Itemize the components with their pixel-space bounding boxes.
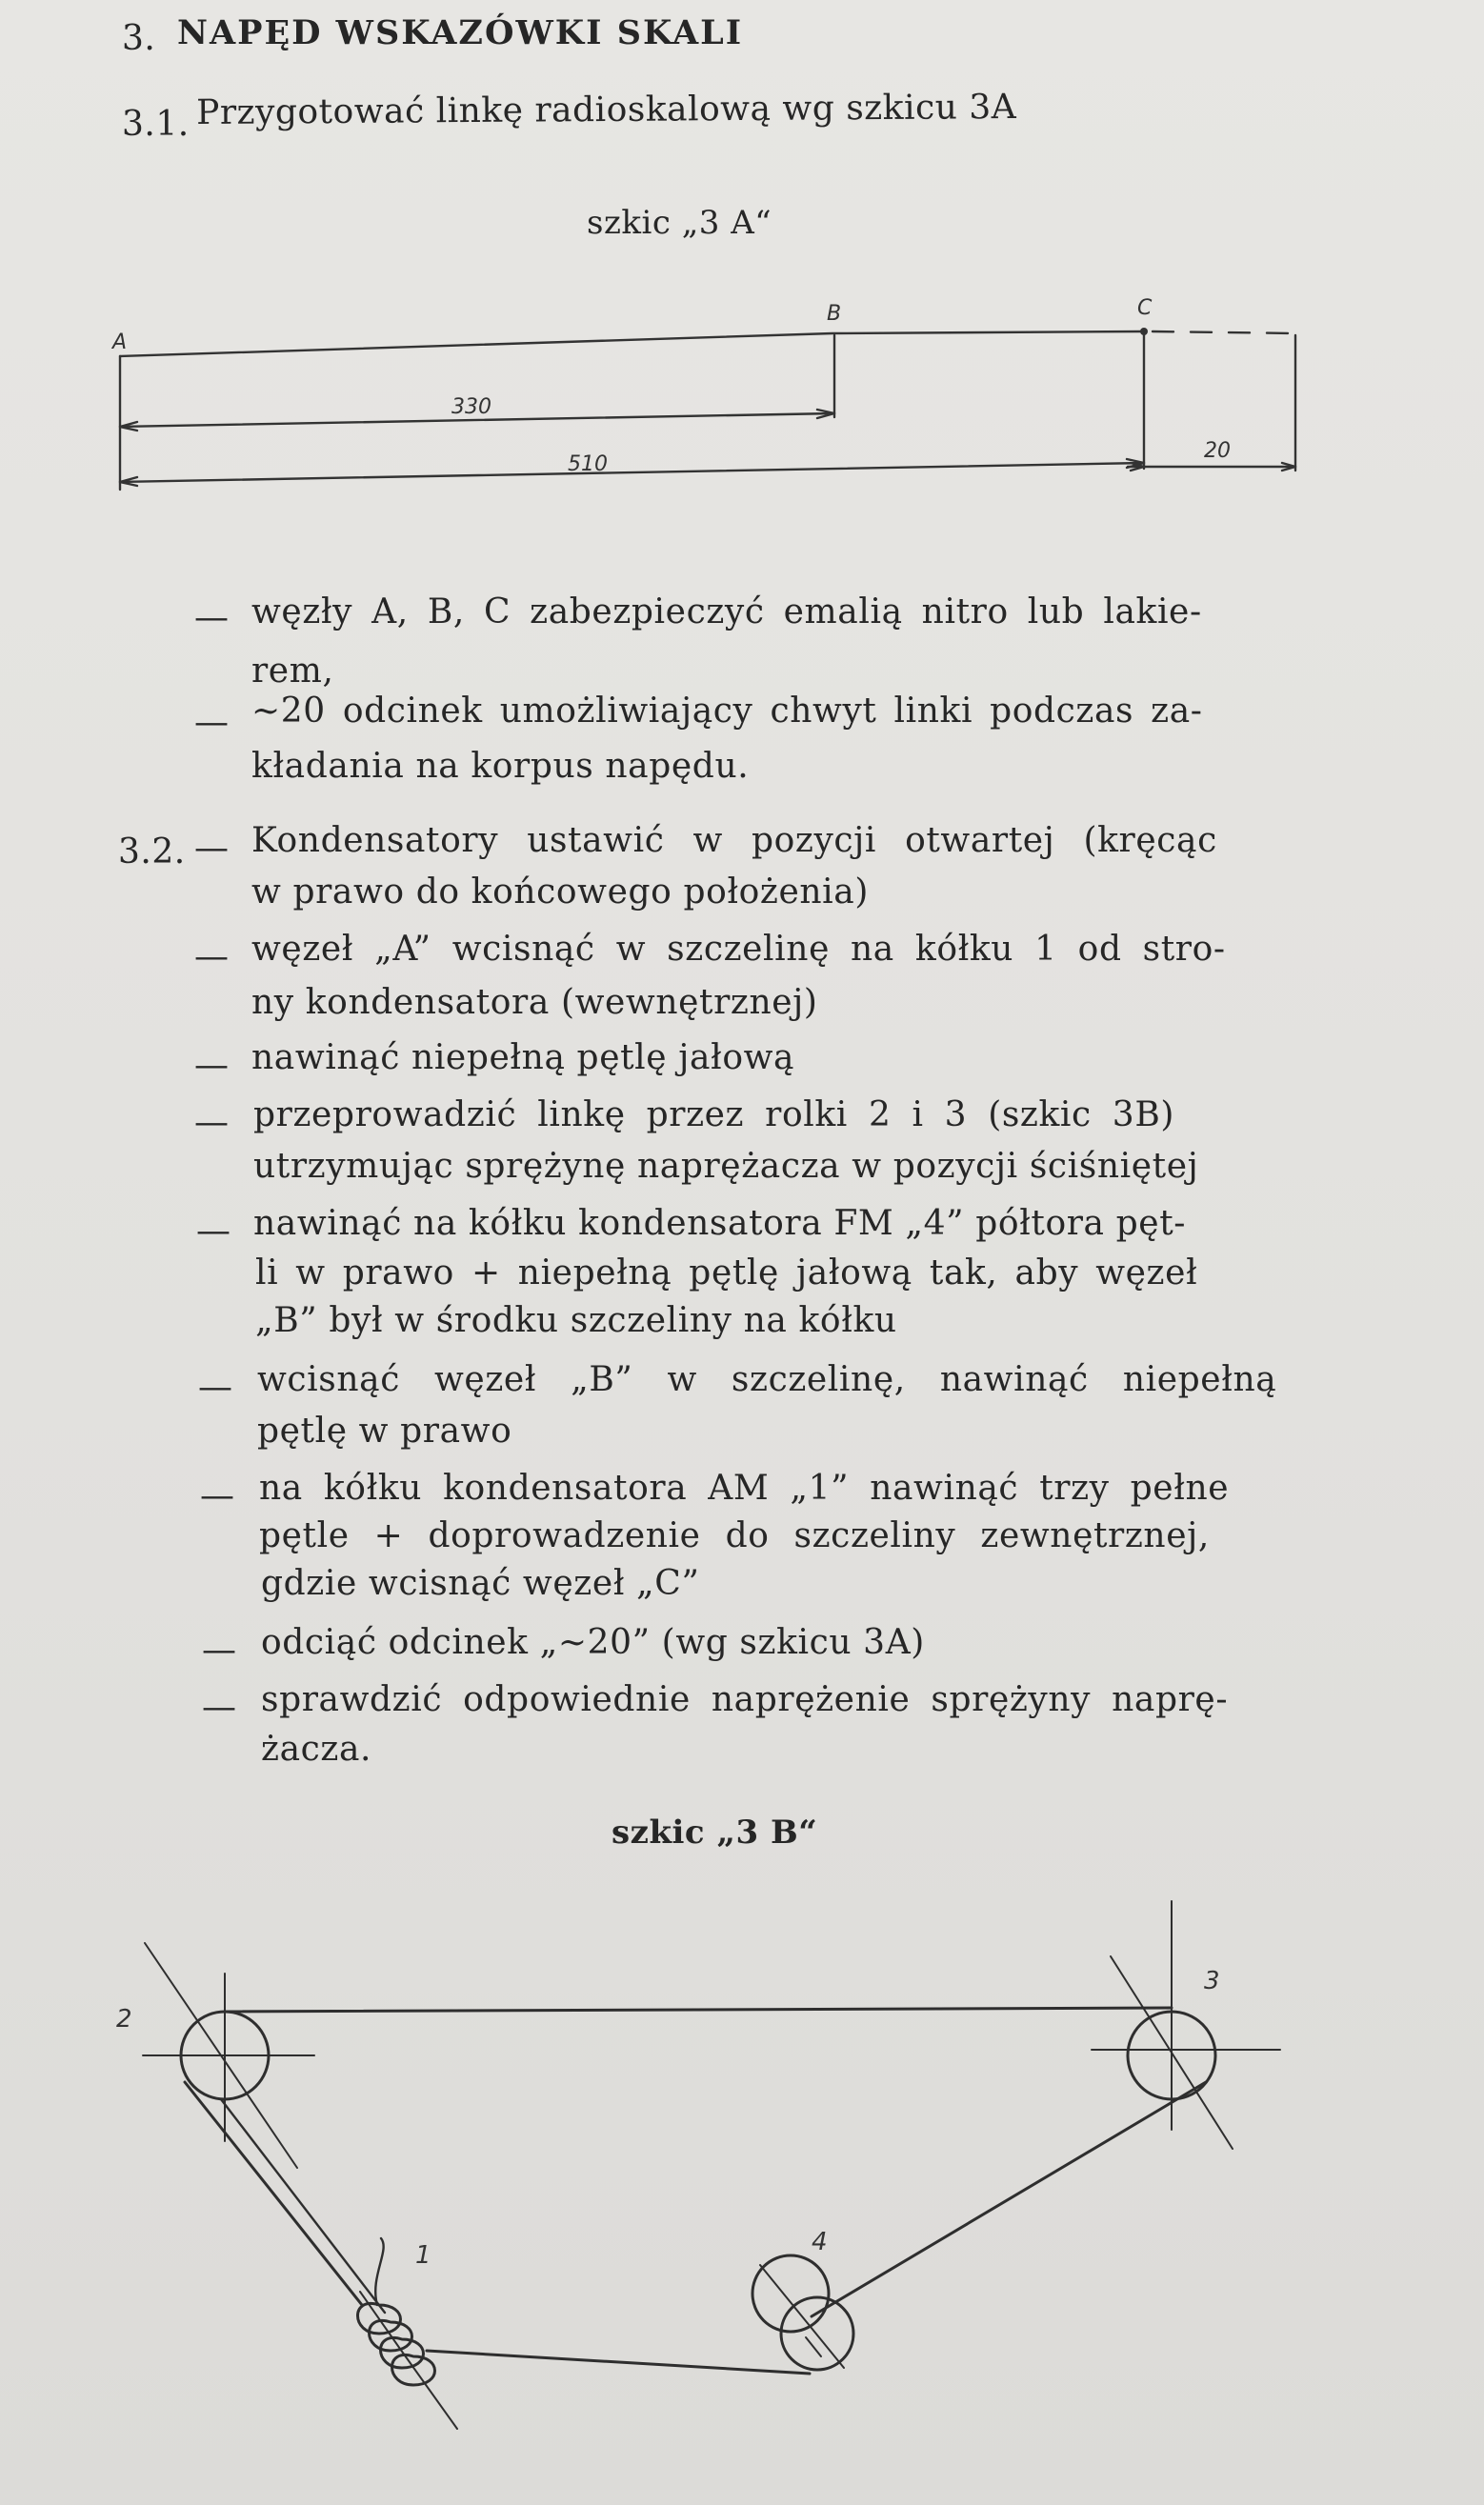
sketch-3b-diagram (0, 1895, 1484, 2486)
item-6-dash: — (198, 1368, 232, 1407)
sketch-3a-dim-330: 330 (451, 395, 491, 419)
item-7-line-1: na kółku kondensatora AM „1” nawinąć trzy pełne (259, 1469, 1230, 1508)
item-8-line-1: odciąć odcinek „∼20” (wg szkicu 3A) (261, 1623, 925, 1662)
sketch-3a-label-c: C (1137, 296, 1153, 320)
item-3-dash: — (194, 1046, 229, 1085)
section-number: 3. (122, 19, 156, 58)
item-2-dash: — (194, 937, 229, 976)
note-1-line-1: węzły A, B, C zabezpieczyć emalią nitro lub lakie- (251, 592, 1202, 631)
item-4-line-2: utrzymując sprężynę naprężacza w pozycji ściśniętej (253, 1147, 1199, 1186)
item-9-dash: — (202, 1688, 236, 1727)
item-6-line-1: wcisnąć węzeł „B” w szczelinę, nawinąć niepełną (257, 1360, 1277, 1399)
item-2-line-2: ny kondensatora (wewnętrznej) (251, 983, 818, 1022)
item-5-line-2: li w prawo + niepełną pętlę jałową tak, aby węzeł (255, 1253, 1198, 1293)
sketch-3a-dim-20: 20 (1204, 439, 1231, 463)
subsection-3-2-number: 3.2. (118, 832, 186, 872)
sketch-3a-caption: szkic „3 A“ (587, 204, 772, 242)
item-4-line-1: przeprowadzić linkę przez rolki 2 i 3 (szkic 3B) (253, 1095, 1175, 1134)
note-1-dash: — (194, 598, 229, 637)
sketch-3b-label-2: 2 (116, 2005, 132, 2034)
sketch-3a-label-a: A (112, 331, 128, 354)
item-8-dash: — (202, 1631, 236, 1670)
note-2-line-1: ∼20 odcinek umożliwiający chwyt linki podczas za- (251, 691, 1203, 731)
item-9-line-2: żacza. (261, 1730, 372, 1769)
item-3-line-1: nawinąć niepełną pętlę jałową (251, 1038, 795, 1077)
item-1-line-2: w prawo do końcowego położenia) (251, 872, 870, 912)
item-1-dash: — (194, 829, 229, 868)
item-7-line-3: gdzie wcisnąć węzeł „C” (261, 1564, 700, 1603)
item-4-dash: — (194, 1103, 229, 1142)
note-2-dash: — (194, 703, 229, 742)
item-7-line-2: pętle + doprowadzenie do szczeliny zewnętrznej, (259, 1516, 1210, 1555)
item-1-line-1: Kondensatory ustawić w pozycji otwartej (kręcąc (251, 821, 1217, 860)
note-1-line-2: rem, (251, 651, 334, 691)
subsection-3-1-text: Przygotować linkę radioskalową wg szkicu 3A (196, 87, 1017, 132)
item-5-line-3: „B” był w środku szczeliny na kółku (255, 1301, 897, 1340)
item-9-line-1: sprawdzić odpowiednie naprężenie sprężyny naprę- (261, 1680, 1229, 1719)
item-2-line-1: węzeł „A” wcisnąć w szczelinę na kółku 1 od stro- (251, 930, 1226, 969)
sketch-3b-caption: szkic „3 B“ (612, 1814, 818, 1852)
sketch-3b-label-3: 3 (1204, 1967, 1220, 1995)
item-7-dash: — (200, 1476, 234, 1515)
note-2-line-2: kładania na korpus napędu. (251, 747, 750, 786)
item-5-line-1: nawinąć na kółku kondensatora FM „4” półtora pęt- (253, 1204, 1187, 1243)
item-6-line-2: pętlę w prawo (257, 1412, 512, 1451)
subsection-3-1-number: 3.1. (122, 105, 190, 144)
sketch-3a-dim-510: 510 (568, 452, 608, 476)
sketch-3a-label-b: B (827, 302, 842, 326)
sketch-3b-label-4: 4 (812, 2228, 828, 2256)
section-title: NAPĘD WSKAZÓWKI SKALI (177, 13, 744, 52)
item-5-dash: — (196, 1212, 231, 1251)
sketch-3b-label-1: 1 (415, 2241, 431, 2270)
